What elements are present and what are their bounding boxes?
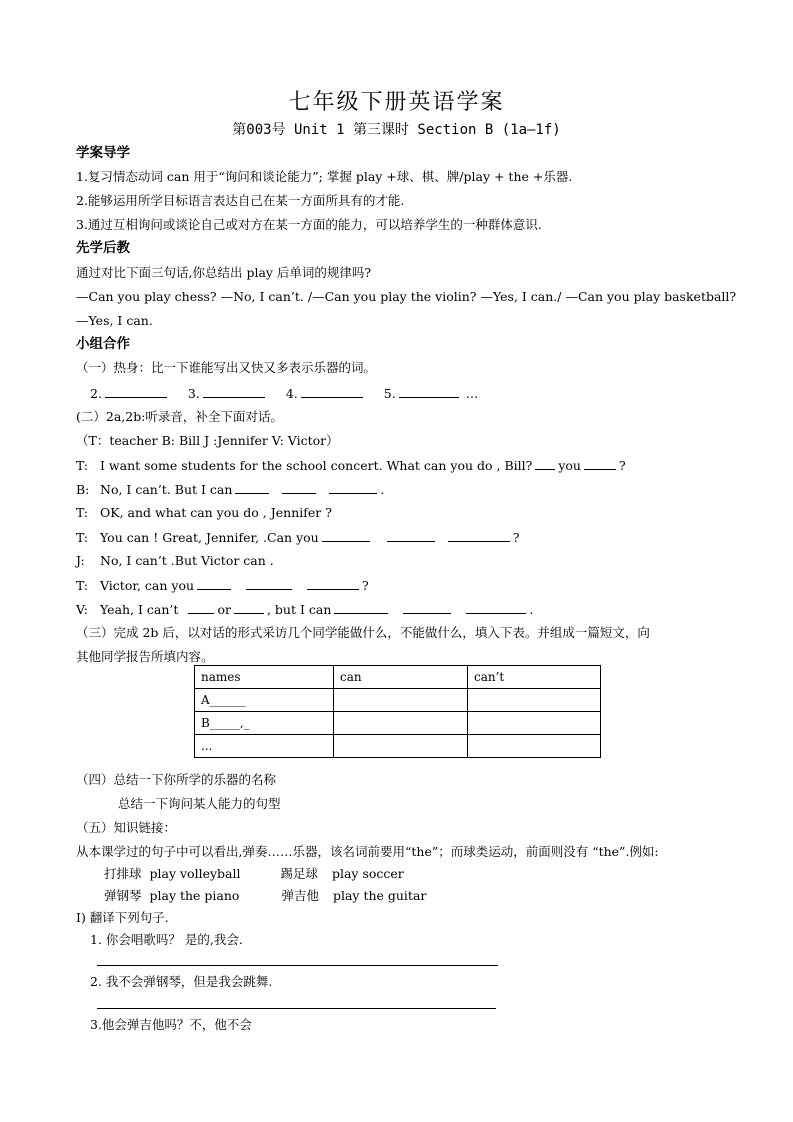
dialogue-text: Yeah, I can’t	[100, 602, 179, 617]
answer-blank[interactable]	[329, 481, 377, 494]
dialogue-text: ?	[362, 578, 369, 593]
answer-blank[interactable]	[105, 385, 167, 398]
translate-item-3: 3.他会弹吉他吗？不，他不会	[90, 1017, 252, 1032]
example-cn: 弹钢琴	[104, 888, 142, 903]
part2-roles: （T：teacher B: Bill J :Jennifer V: Victor）	[76, 433, 339, 448]
dialogue-text: ?	[618, 458, 626, 473]
answer-blank[interactable]	[197, 577, 231, 590]
dialogue-text: , but I can	[266, 602, 332, 617]
example-row-1	[104, 866, 404, 882]
answer-blank[interactable]	[403, 601, 451, 614]
example-row-2	[104, 888, 426, 904]
guide-item-1: 1.复习情态动词 can 用于“询问和谈论能力”; 掌握 play +球、棋、牌/play + the +乐器.	[76, 169, 573, 184]
part3-label-line2: 其他同学报告所填内容。	[76, 649, 214, 664]
table-cell-can[interactable]	[334, 735, 468, 758]
part3-label-line1: （三）完成 2b 后，以对话的形式采访几个同学能做什么，不能做什么，填入下表。并组成一篇短文，向	[76, 625, 650, 640]
table-row	[195, 712, 601, 735]
table-header: can’t	[468, 666, 601, 689]
answer-blank[interactable]	[535, 457, 555, 470]
part5-text: 从本课学过的句子中可以看出,弹奏……乐器，该名词前要用“the”；而球类运动，前面则没有 “the”.例如:	[76, 844, 659, 859]
dialogue-text: or	[217, 602, 231, 617]
table-row	[195, 689, 601, 712]
answer-blank[interactable]	[448, 529, 510, 542]
dialogue-text: you	[558, 458, 581, 473]
part5-label: （五）知识链接：	[76, 820, 177, 835]
dialogue-line	[76, 457, 626, 474]
speaker: T:	[76, 578, 89, 593]
table-header: can	[334, 666, 468, 689]
prestudy-heading: 先学后教	[76, 240, 130, 256]
blank-label-5: 5.	[383, 386, 396, 401]
dialogue-text: No, I can’t. But I can	[100, 482, 233, 497]
example-en: play soccer	[331, 866, 404, 881]
prestudy-examples-line1: —Can you play chess? —No, I can’t. /—Can you play the violin? —Yes, I can./ —Can you play basketball?	[76, 289, 737, 304]
dialogue-text: .	[380, 482, 385, 497]
translate-item-2: 2. 我不会弹钢琴，但是我会跳舞.	[90, 974, 273, 989]
speaker: T:	[76, 530, 89, 545]
speaker: J:	[76, 553, 85, 568]
table-header: names	[195, 666, 334, 689]
table-cell-name: ...	[195, 735, 334, 758]
answer-blank[interactable]	[466, 601, 526, 614]
dialogue-line	[76, 601, 533, 618]
table-cell-can[interactable]	[334, 689, 468, 712]
dialogue-text: You can ! Great, Jennifer, .Can you	[100, 530, 319, 545]
example-en: play the guitar	[332, 888, 427, 903]
answer-blank[interactable]	[387, 529, 435, 542]
part2-label: (二）2a,2b:听录音，补全下面对话。	[76, 409, 283, 424]
page-title: 七年级下册英语学案	[288, 90, 505, 115]
speaker: T:	[76, 458, 89, 473]
group-heading: 小组合作	[76, 336, 130, 352]
page-subtitle: 第003号 Unit 1 第三课时 Section B (1a—1f)	[232, 122, 561, 138]
answer-blank[interactable]	[188, 601, 214, 614]
part4-line1: （四）总结一下你所学的乐器的名称	[76, 772, 277, 787]
guide-item-3: 3.通过互相询问或谈论自己或对方在某一方面的能力，可以培养学生的一种群体意识.	[76, 217, 542, 232]
part1-label: （一）热身：比一下谁能写出又快又多表示乐器的词。	[76, 360, 377, 375]
prestudy-examples-line2: —Yes, I can.	[76, 313, 153, 328]
speaker: T:	[76, 505, 89, 520]
answer-blank[interactable]	[334, 601, 388, 614]
blank-label-4: 4.	[285, 386, 298, 401]
speaker: B:	[76, 482, 90, 497]
translate-item-1: 1. 你会唱歌吗？ 是的,我会.	[90, 932, 243, 947]
blank-label-3: 3.	[187, 386, 200, 401]
answer-blank[interactable]	[235, 481, 269, 494]
table-row	[195, 735, 601, 758]
dialogue-text: .	[529, 602, 534, 617]
example-cn: 弹吉他	[281, 888, 319, 903]
answer-line[interactable]	[97, 965, 498, 966]
dialogue-text: I want some students for the school concert. What can you do , Bill?	[100, 458, 533, 473]
dialogue-text: OK, and what can you do , Jennifer ?	[100, 505, 332, 520]
answer-blank[interactable]	[399, 385, 459, 398]
dialogue-line	[76, 481, 384, 498]
answer-blank[interactable]	[234, 601, 264, 614]
dialogue-line	[76, 505, 332, 521]
ellipsis: …	[465, 386, 479, 401]
translate-heading: I) 翻译下列句子.	[76, 910, 169, 925]
dialogue-text: Victor, can you	[100, 578, 195, 593]
prestudy-question: 通过对比下面三句话,你总结出 play 后单词的规律吗?	[76, 265, 372, 280]
part4-line2: 总结一下询问某人能力的句型	[118, 796, 281, 811]
example-cn: 打排球	[104, 866, 142, 881]
guide-heading: 学案导学	[76, 145, 130, 161]
dialogue-line	[76, 553, 274, 569]
answer-blank[interactable]	[246, 577, 292, 590]
answer-blank[interactable]	[203, 385, 265, 398]
guide-item-2: 2.能够运用所学目标语言表达自己在某一方面所具有的才能.	[76, 193, 405, 208]
answer-blank[interactable]	[584, 457, 616, 470]
table-cell-cant[interactable]	[468, 689, 601, 712]
table-cell-can[interactable]	[334, 712, 468, 735]
example-cn: 踢足球	[280, 866, 318, 881]
answer-blank[interactable]	[282, 481, 316, 494]
answer-blank[interactable]	[322, 529, 370, 542]
dialogue-text: No, I can’t .But Victor can .	[100, 553, 274, 568]
answer-blank[interactable]	[307, 577, 359, 590]
table-cell-cant[interactable]	[468, 712, 601, 735]
blank-label-2: 2.	[90, 386, 102, 401]
dialogue-line	[76, 577, 369, 594]
example-en: play the piano	[149, 888, 240, 903]
table-header-row	[195, 666, 601, 689]
dialogue-text: ?	[512, 530, 520, 545]
part1-blanks	[90, 385, 478, 402]
table-cell-cant[interactable]	[468, 735, 601, 758]
interview-table	[194, 665, 601, 758]
table-cell-name: A______	[195, 689, 334, 712]
answer-line[interactable]	[97, 1008, 496, 1009]
dialogue-line	[76, 529, 519, 546]
example-en: play volleyball	[149, 866, 241, 881]
table-cell-name: B_____,_	[195, 712, 334, 735]
speaker: V:	[76, 602, 88, 617]
answer-blank[interactable]	[301, 385, 363, 398]
